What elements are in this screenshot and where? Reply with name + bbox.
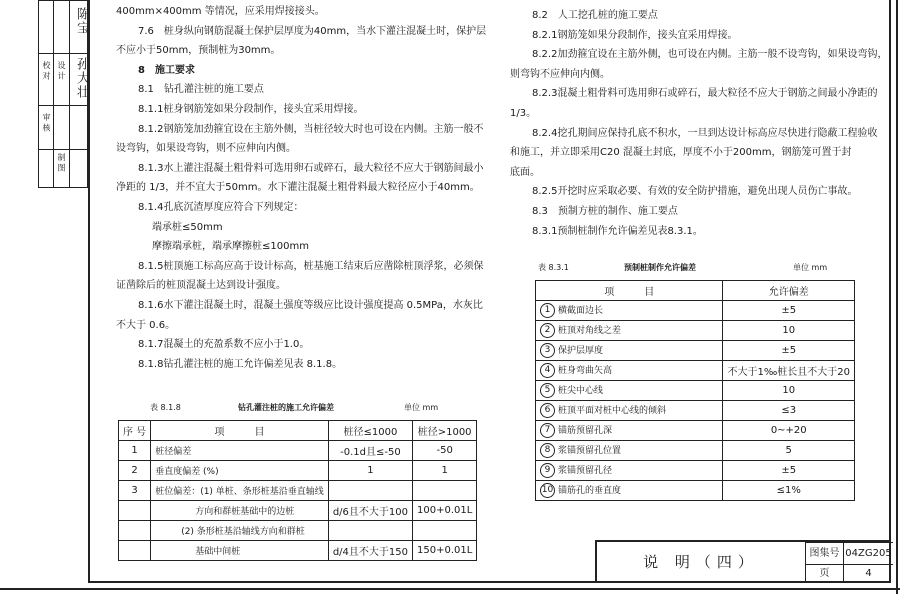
- text-line: 8.2.1钢筋笼如果分段制作，接头宜采用焊接。: [532, 29, 738, 41]
- table-cell: 1: [328, 461, 412, 481]
- table-cell: 不大于1‰桩长且不大于20: [723, 361, 855, 381]
- left-text-column: [116, 2, 486, 374]
- text-line: 则弯钩不应伸向内侧。: [510, 68, 610, 80]
- table-row: [536, 461, 855, 481]
- text-line: 不应小于50mm，预制桩为30mm。: [116, 45, 281, 57]
- atlas-label: 图集号: [805, 542, 843, 564]
- text-line: 8.1.2钢筋笼加劲箍宜设在主筋外侧，当桩径较大时也可设在内侧。主筋一般不: [138, 123, 484, 135]
- table-cell: [536, 441, 723, 461]
- table-unit: 单位 mm: [793, 263, 828, 272]
- table-cell: [328, 481, 412, 501]
- strip-divider: [69, 1, 70, 187]
- table-cell: [119, 521, 151, 541]
- table-row: [536, 401, 855, 421]
- text-line: 底面。: [510, 166, 540, 178]
- table-row: [119, 481, 477, 501]
- table-cell: ±5: [723, 461, 855, 481]
- sheet-title: 说 明（四）: [643, 553, 759, 571]
- table-cell: 基础中间桩: [151, 541, 329, 561]
- strip-label: 设 计: [57, 61, 66, 80]
- item-number: 10: [540, 483, 555, 498]
- table-row: [536, 301, 855, 321]
- text-line: 8.1.7混凝土的充盈系数不应小于1.0。: [138, 339, 310, 351]
- item-label: 横截面边长: [558, 306, 604, 316]
- table-cell: [536, 301, 723, 321]
- text-line: 8.1 钻孔灌注桩的施工要点: [138, 84, 264, 96]
- table-cell: 1: [119, 441, 151, 461]
- table-cell: 10: [723, 381, 855, 401]
- table-cell: [412, 481, 476, 501]
- table-cell: [536, 461, 723, 481]
- table-row: [536, 341, 855, 361]
- item-label: 锚筋预留孔深: [558, 426, 613, 436]
- table-cell: -0.1d且≤-50: [328, 441, 412, 461]
- table-831: [535, 280, 855, 501]
- item-label: 桩尖中心线: [558, 386, 604, 396]
- table-cell: ±5: [723, 301, 855, 321]
- table-unit: 单位 mm: [404, 403, 439, 412]
- table-cell: (2) 条形桩基沿轴线方向和群桩: [151, 521, 329, 541]
- item-label: 桩顶对角线之差: [558, 326, 622, 336]
- table-row: [536, 421, 855, 441]
- table-row: [119, 541, 477, 561]
- table-header: 允许偏差: [723, 281, 855, 301]
- strip-label: 校 对: [42, 61, 51, 80]
- title-block: [595, 540, 891, 583]
- table-cell: 10: [723, 321, 855, 341]
- text-line: 和施工，并立即采用C20 混凝土封底，厚度不小于200mm，钢筋笼可置于封: [510, 147, 852, 159]
- table-cell: [536, 381, 723, 401]
- table-header: 序 号: [119, 421, 151, 441]
- table-row: [536, 441, 855, 461]
- table-row: [536, 481, 855, 501]
- text-line: 7.6 桩身纵向钢筋混凝土保护层厚度为40mm，当水下灌注混凝土时，保护层: [138, 25, 487, 37]
- strip-divider: [39, 53, 87, 54]
- table-cell: [536, 421, 723, 441]
- item-number: 4: [540, 363, 555, 378]
- table-row: [119, 461, 477, 481]
- item-number: 5: [540, 383, 555, 398]
- table-cell: d/6且不大于100: [328, 501, 412, 521]
- text-line: 端承桩≤50mm: [152, 221, 223, 233]
- table-cell: [536, 341, 723, 361]
- text-line: 8.2.3混凝土粗骨料可选用卵石或碎石，最大粒径不应大于钢筋之间最小净距的: [532, 88, 878, 100]
- table-label: 表 8.1.8: [150, 403, 181, 412]
- text-line: 8.2.4挖孔期间应保持孔底不积水，一旦到达设计标高应尽快进行隐蔽工程验收: [532, 127, 878, 139]
- strip-divider: [53, 1, 54, 187]
- table-row: [536, 361, 855, 381]
- table-cell: 桩径偏差: [151, 441, 329, 461]
- text-line: 8 施工要求: [138, 64, 195, 76]
- table-cell: 0~+20: [723, 421, 855, 441]
- table-cell: [536, 361, 723, 381]
- table-cell: ≤1%: [723, 481, 855, 501]
- table-cell: 2: [119, 461, 151, 481]
- table-row: [536, 321, 855, 341]
- item-label: 浆锚预留孔位置: [558, 446, 622, 456]
- table-row: [536, 381, 855, 401]
- table-cell: 5: [723, 441, 855, 461]
- table-cell: ≤3: [723, 401, 855, 421]
- bottom-border: [0, 588, 900, 590]
- table-header: 项 目: [151, 421, 329, 441]
- table-cell: 150+0.01L: [412, 541, 476, 561]
- table-cell: 方向和群桩基础中的边桩: [151, 501, 329, 521]
- signature: 孙大壮: [74, 57, 89, 99]
- table-cell: [536, 401, 723, 421]
- page-number: 4: [843, 564, 893, 583]
- table-header: 桩径>1000: [412, 421, 476, 441]
- item-label: 桩顶平面对桩中心线的倾斜: [558, 406, 667, 416]
- text-line: 400mm×400mm 等情况，应采用焊接接头。: [116, 6, 325, 17]
- strip-divider: [39, 149, 87, 150]
- text-line: 8.1.4孔底沉渣厚度应符合下列规定：: [138, 201, 304, 213]
- text-line: 不大于 0.6。: [116, 319, 176, 331]
- table-cell: 1: [412, 461, 476, 481]
- text-line: 设弯钩，如果设弯钩，则不应伸向内侧。: [116, 143, 296, 155]
- text-line: 8.1.3水上灌注混凝土粗骨料可选用卵石或碎石，最大粒径不应大于钢筋间最小: [138, 162, 484, 174]
- text-line: 证凿除后的桩顶混凝土达到设计强度。: [116, 280, 286, 292]
- text-line: 净距的 1/3，并不宜大于50mm。水下灌注混凝土粗骨料最大粒径应小于40mm。: [116, 182, 480, 194]
- right-border: [896, 0, 898, 594]
- item-number: 2: [540, 323, 555, 338]
- strip-divider: [39, 105, 87, 106]
- item-number: 8: [540, 443, 555, 458]
- table-label: 表 8.3.1: [538, 263, 569, 272]
- item-number: 1: [540, 303, 555, 318]
- table-cell: [328, 521, 412, 541]
- strip-label: 制 图: [57, 153, 66, 172]
- item-label: 桩身弯曲矢高: [558, 366, 613, 376]
- table-cell: 桩位偏差：(1) 单桩、条形桩基沿垂直轴线: [151, 481, 329, 501]
- text-line: 摩擦端承桩，端承摩擦桩≤100mm: [152, 241, 309, 253]
- table-cell: 垂直度偏差 (%): [151, 461, 329, 481]
- table-cell: [119, 541, 151, 561]
- item-label: 浆锚预留孔径: [558, 466, 613, 476]
- strip-label: 审 核: [42, 113, 51, 132]
- signature: 陈宝: [74, 7, 89, 35]
- item-number: 9: [540, 463, 555, 478]
- page-label: 页: [805, 564, 843, 583]
- right-text-column: [510, 6, 887, 241]
- binding-strip: [38, 0, 88, 188]
- table-title: 钻孔灌注桩的施工允许偏差: [238, 403, 334, 412]
- table-cell: 100+0.01L: [412, 501, 476, 521]
- table-cell: [119, 501, 151, 521]
- item-number: 3: [540, 343, 555, 358]
- text-line: 8.1.8钻孔灌注桩的施工允许偏差见表 8.1.8。: [138, 358, 343, 370]
- table-cell: ±5: [723, 341, 855, 361]
- text-line: 8.3 预制方桩的制作、施工要点: [532, 205, 678, 217]
- text-line: 8.3.1预制桩制作允许偏差见表8.3.1。: [532, 225, 703, 237]
- text-line: 8.1.1桩身钢筋笼如果分段制作，接头宜采用焊接。: [138, 103, 364, 115]
- text-line: 8.1.5桩顶施工标高应高于设计标高，桩基施工结束后应凿除桩顶浮浆，必须保: [138, 260, 484, 272]
- table-cell: d/4且不大于150: [328, 541, 412, 561]
- table-title: 预制桩制作允许偏差: [624, 263, 696, 272]
- text-line: 8.1.6水下灌注混凝土时，混凝土强度等级应比设计强度提高 0.5MPa，水灰比: [138, 299, 483, 311]
- text-line: 1/3。: [510, 107, 537, 119]
- item-number: 6: [540, 403, 555, 418]
- table-header: 项 目: [536, 281, 723, 301]
- table-header: 桩径≤1000: [328, 421, 412, 441]
- atlas-number: 04ZG205: [843, 542, 893, 564]
- text-line: 8.2.5开挖时应采取必要、有效的安全防护措施，避免出现人员伤亡事故。: [532, 186, 858, 198]
- table-row: [119, 501, 477, 521]
- table-cell: 3: [119, 481, 151, 501]
- table-cell: [412, 521, 476, 541]
- table-818: [118, 420, 477, 561]
- text-line: 8.2 人工挖孔桩的施工要点: [532, 10, 658, 21]
- item-label: 锚筋孔的垂直度: [558, 486, 622, 496]
- table-cell: [536, 321, 723, 341]
- item-label: 保护层厚度: [558, 346, 604, 356]
- table-row: [119, 441, 477, 461]
- text-line: 8.2.2加劲箍宜设在主筋外侧，也可设在内侧。主筋一般不设弯钩，如果设弯钩，: [532, 49, 888, 61]
- table-cell: [536, 481, 723, 501]
- table-cell: -50: [412, 441, 476, 461]
- table-row: [119, 521, 477, 541]
- item-number: 7: [540, 423, 555, 438]
